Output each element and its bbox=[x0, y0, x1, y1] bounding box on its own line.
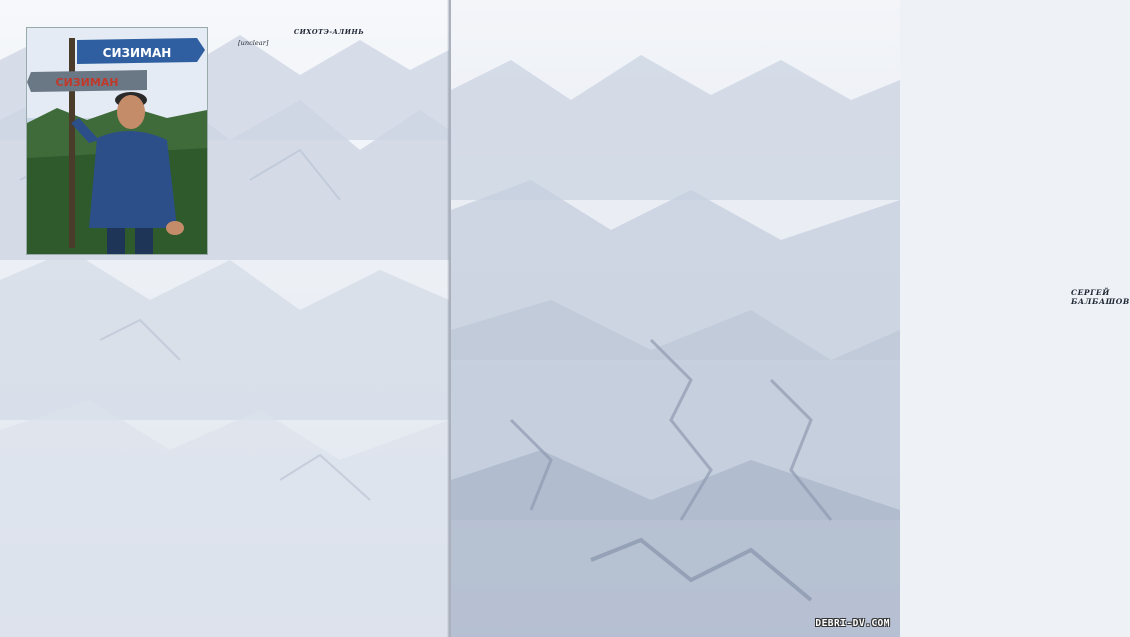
signpost-upper bbox=[77, 38, 205, 64]
intro-text-block bbox=[224, 28, 434, 48]
mountain-background-right bbox=[451, 0, 900, 637]
left-page bbox=[0, 0, 449, 637]
site-watermark: DEBRI-DV.COM bbox=[815, 618, 890, 629]
intro-paragraph: [unclear] bbox=[238, 39, 269, 48]
svg-text:СИЗИМАН: СИЗИМАН bbox=[102, 46, 172, 60]
svg-text:СИЗИМАН: СИЗИМАН bbox=[55, 76, 119, 89]
signpost-lower bbox=[27, 70, 147, 92]
article-author: СЕРГЕЙ БАЛБАШОВ bbox=[1071, 288, 1130, 306]
right-page bbox=[451, 0, 1130, 637]
section-title: СИХОТЭ-АЛИНЬ bbox=[293, 28, 365, 36]
photo-man-with-sign bbox=[26, 27, 208, 255]
